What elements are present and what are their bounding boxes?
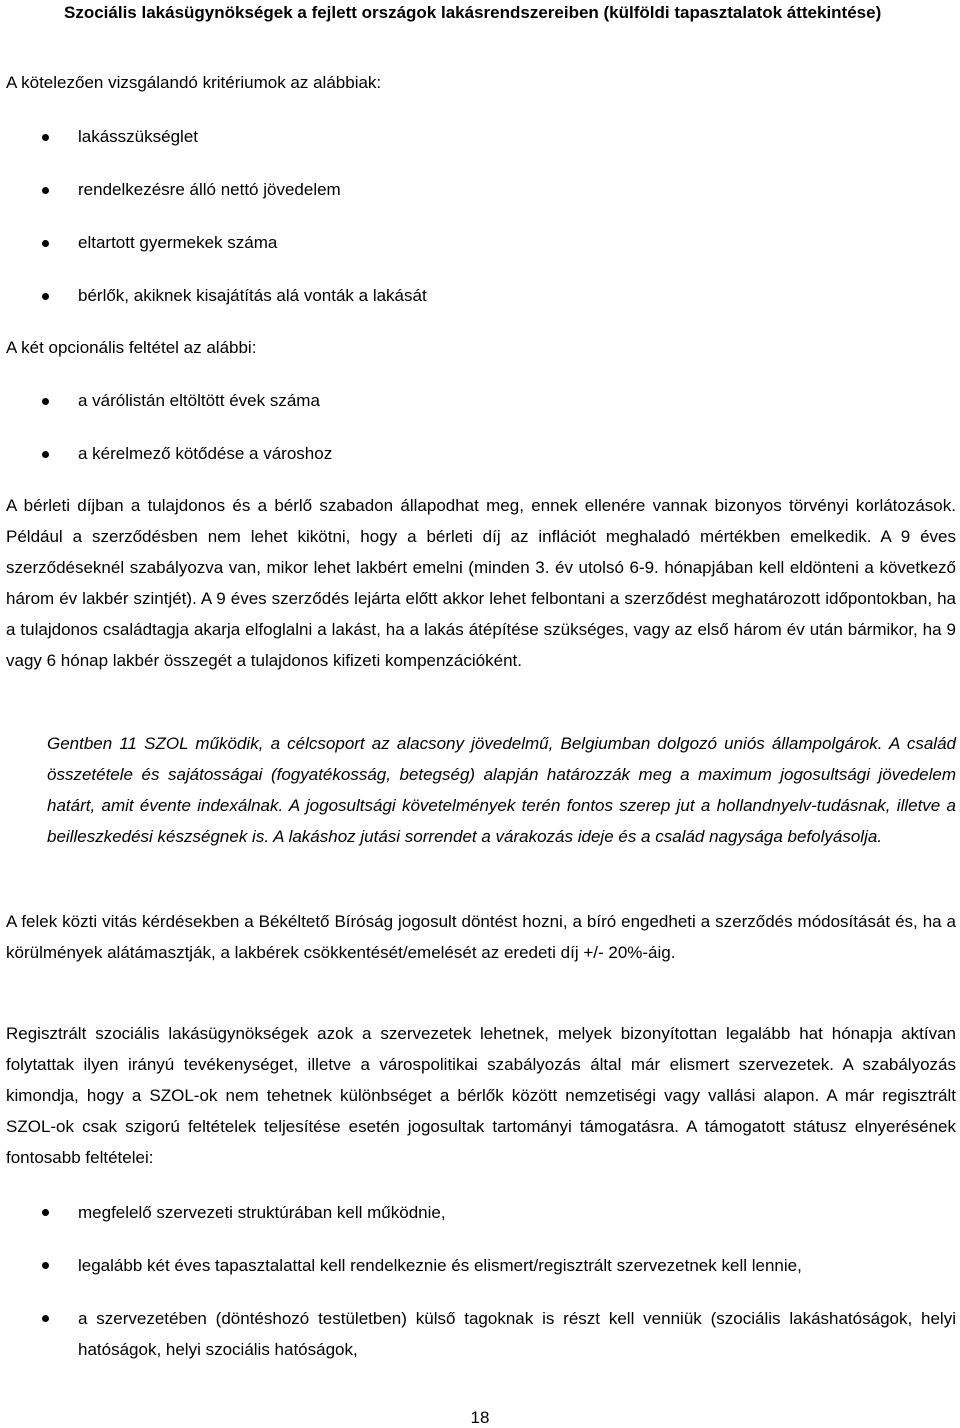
disputes-paragraph-wrap: [6, 906, 956, 968]
list-item: legalább két éves tapasztalattal kell rendelkeznie és elismert/regisztrált szervezetnek kell lennie,: [6, 1250, 956, 1281]
list-item: rendelkezésre álló nettó jövedelem: [6, 179, 956, 232]
list-item: a kérelmező kötődése a városhoz: [6, 443, 956, 496]
list-item: a várólistán eltöltött évek száma: [6, 390, 956, 443]
page-number: 18: [470, 1408, 490, 1427]
registered-paragraph-wrap: [6, 1018, 956, 1173]
ghent-paragraph: Gentben 11 SZOL működik, a célcsoport az alacsony jövedelmű, Belgiumban dolgozó uniós állampolgárok. A család összetétele és sajátosságai (fogyatékosság, betegség) alapján határozzák meg a maximum jogosultsági jövedelem határt, amit évente indexálnak. A jogosultsági követelmények terén fontos szerep jut a hollandnyelv-tudásnak, illetve a beilleszkedési készségnek is. A lakáshoz jutási sorrendet a várakozás ideje és a család nagysága befolyásolja.: [47, 734, 956, 846]
optional-criteria-intro: A két opcionális feltétel az alábbi:: [6, 338, 257, 357]
list-item: megfelelő szervezeti struktúrában kell működnie,: [6, 1197, 956, 1228]
optional-criteria-section: [6, 337, 956, 359]
optional-criteria-list-wrap: [6, 390, 956, 496]
list-item: bérlők, akiknek kisajátítás alá vonták a lakását: [6, 285, 956, 338]
registered-paragraph: Regisztrált szociális lakásügynökségek azok a szervezetek lehetnek, melyek bizonyítottan legalább hat hónapja aktívan folytattak ilyen irányú tevékenységet, illetve a várospolitikai szabályozás által már elismert szervezetek. A szabályozás kimondja, hogy a SZOL-ok nem tehetnek különbséget a bérlők között nemzetiségi vagy vallási alapon. A már regisztrált SZOL-ok csak szigorú feltételek teljesítése esetén jogosultak tartományi támogatásra. A támogatott státusz elnyerésének fontosabb feltételei:: [6, 1024, 956, 1167]
conditions-list-wrap: [6, 1197, 956, 1365]
mandatory-criteria-list: [6, 126, 956, 338]
mandatory-criteria-section: [6, 72, 956, 94]
mandatory-criteria-intro: A kötelezően vizsgálandó kritériumok az alábbiak:: [6, 73, 382, 92]
page-header-title: Szociális lakásügynökségek a fejlett országok lakásrendszereiben (külföldi tapasztalatok áttekintése): [64, 3, 882, 22]
conditions-list: [6, 1197, 956, 1365]
list-item: a szervezetében (döntéshozó testületben) külső tagoknak is részt kell venniük (szociális lakáshatóságok, helyi hatóságok, helyi szociális hatóságok,: [6, 1303, 956, 1365]
mandatory-criteria-list-wrap: [6, 126, 956, 338]
list-item: eltartott gyermekek száma: [6, 232, 956, 285]
optional-criteria-list: [6, 390, 956, 496]
list-item: lakásszükséglet: [6, 126, 956, 179]
rent-paragraph-wrap: [6, 490, 956, 676]
disputes-paragraph: A felek közti vitás kérdésekben a Békéltető Bíróság jogosult döntést hozni, a bíró engedheti a szerződés módosítását és, ha a körülmények alátámasztják, a lakbérek csökkentését/emelését az eredeti díj +/- 20%-áig.: [6, 912, 956, 962]
rent-paragraph: A bérleti díjban a tulajdonos és a bérlő szabadon állapodhat meg, ennek ellenére vannak bizonyos törvényi korlátozások. Például a szerződésben nem lehet kikötni, hogy a bérleti díj az inflációt meghaladó mértékben emelkedik. A 9 éves szerződéseknél szabályozva van, mikor lehet lakbért emelni (minden 3. év utolsó 6-9. hónapjában kell eldönteni a következő három év lakbér szintjét). A 9 éves szerződés lejárta előtt akkor lehet felbontani a szerződést meghatározott időpontokban, ha a tulajdonos családtagja akarja elfoglalni a lakást, ha a lakás átépítése szükséges, vagy az első három év után bármikor, ha 9 vagy 6 hónap lakbér összegét a tulajdonos kifizeti kompenzációként.: [6, 496, 956, 670]
ghent-paragraph-wrap: [47, 728, 956, 852]
